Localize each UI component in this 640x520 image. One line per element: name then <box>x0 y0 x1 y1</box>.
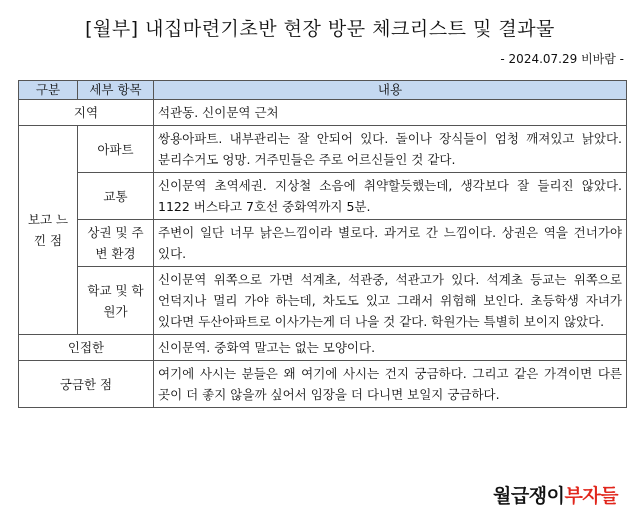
brand-logo-part1: 월급쟁이 <box>493 485 565 507</box>
header-content: 내용 <box>154 81 627 100</box>
table-row-school <box>19 267 627 335</box>
content-transport: 신이문역 초역세권. 지상철 소음에 취약할듯했는데, 생각보다 잘 들리진 않았다. 1122 버스타고 7호선 중화역까지 5분. <box>154 173 627 220</box>
subitem-commerce: 상권 및 주변 환경 <box>78 220 154 267</box>
region-label: 지역 <box>19 100 154 126</box>
curious-content: 여기에 사시는 분들은 왜 여기에 사시는 건지 궁금하다. 그리고 같은 가격이면 다른 곳이 더 좋지 않을까 싶어서 임장을 더 다니면 보일지 궁금하다. <box>154 361 627 408</box>
brand-logo <box>493 481 618 508</box>
checklist-table <box>18 80 627 408</box>
table-row-commerce <box>19 220 627 267</box>
header-category: 구분 <box>19 81 78 100</box>
table-row-region <box>19 100 627 126</box>
table-header-row <box>19 81 627 100</box>
header-subitem: 세부 항목 <box>78 81 154 100</box>
adjacent-label: 인접한 <box>19 335 154 361</box>
content-apartment: 쌍용아파트. 내부관리는 잘 안되어 있다. 돌이나 장식들이 엄청 깨져있고 낡았다. 분리수거도 엉망. 거주민들은 주로 어르신들인 것 같다. <box>154 126 627 173</box>
region-content: 석관동. 신이문역 근처 <box>154 100 627 126</box>
brand-logo-part2: 부자들 <box>564 485 618 507</box>
subitem-school: 학교 및 학원가 <box>78 267 154 335</box>
subitem-transport: 교통 <box>78 173 154 220</box>
date-weather-line: - 2024.07.29 비바람 - <box>500 52 624 66</box>
table-row-transport <box>19 173 627 220</box>
table-row-curious <box>19 361 627 408</box>
table-row-adjacent <box>19 335 627 361</box>
table-row-apartment <box>19 126 627 173</box>
impressions-label: 보고 느낀 점 <box>19 126 78 335</box>
curious-label: 궁금한 점 <box>19 361 154 408</box>
content-commerce: 주변이 일단 너무 낡은느낌이라 별로다. 과거로 간 느낌이다. 상권은 역을 건너가야 있다. <box>154 220 627 267</box>
adjacent-content: 신이문역. 중화역 말고는 없는 모양이다. <box>154 335 627 361</box>
content-school: 신이문역 위쪽으로 가면 석계초, 석관중, 석관고가 있다. 석계초 등교는 위쪽으로 언덕지나 멀리 가야 하는데, 차도도 있고 그래서 위험해 보인다. 초등학생 자녀가 있다면 두산아파트로 이사가는게 더 나을 것 같다. 학원가는 특별히 보이지 않았다. <box>154 267 627 335</box>
subitem-apartment: 아파트 <box>78 126 154 173</box>
page-title: [월부] 내집마련기초반 현장 방문 체크리스트 및 결과물 <box>85 18 555 40</box>
